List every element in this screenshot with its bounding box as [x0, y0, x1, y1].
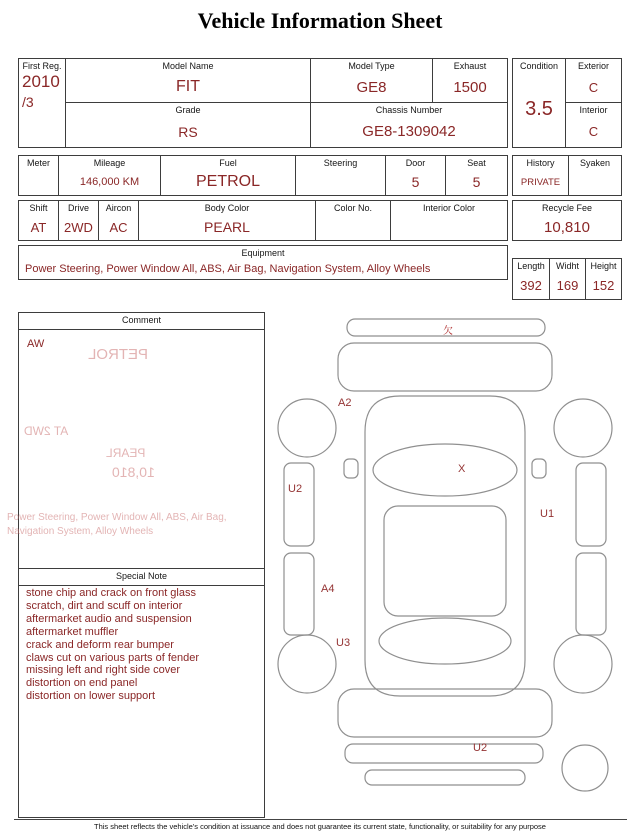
special-note-line: claws cut on various parts of fender — [26, 651, 200, 664]
damage-mark: X — [458, 463, 466, 475]
aircon-value: AC — [109, 219, 128, 235]
length-label: Length — [517, 261, 545, 271]
syaken-cell — [568, 155, 622, 196]
front-left-wheel — [278, 399, 336, 457]
right-front-door-panel — [576, 463, 606, 546]
special-note-header: Special Note — [19, 568, 264, 586]
grade-label: Grade — [175, 105, 201, 115]
ghost-text: Navigation System, Alloy Wheels — [7, 526, 154, 537]
ghost-text: Power Steering, Power Window All, ABS, Air Bag, — [7, 512, 227, 523]
mileage-cell — [58, 155, 161, 196]
color-no-label: Color No. — [333, 203, 372, 213]
body-color-value: PEARL — [204, 219, 250, 235]
fuel-label: Fuel — [219, 158, 237, 168]
chassis-number-cell — [310, 102, 508, 148]
special-note-list — [26, 587, 260, 703]
special-note-line: scratch, dirt and scuff on interior — [26, 599, 183, 612]
height-cell — [585, 258, 622, 300]
drive-cell — [58, 200, 99, 241]
car-diagram-svg — [268, 312, 636, 812]
special-note-line: aftermarket audio and suspension — [26, 612, 192, 625]
ghost-text: 10,810 — [112, 464, 155, 480]
special-note-line: missing left and right side cover — [26, 664, 181, 677]
width-value: 169 — [556, 278, 579, 293]
model-name-label: Model Name — [162, 61, 214, 71]
aircon-cell — [98, 200, 139, 241]
grade-value: RS — [178, 123, 198, 140]
height-value: 152 — [592, 278, 615, 293]
rear-window — [379, 618, 511, 664]
model-type-value: GE8 — [356, 78, 387, 96]
right-rear-door-panel — [576, 553, 606, 635]
length-value: 392 — [520, 278, 542, 293]
steering-cell — [295, 155, 386, 196]
page-title: Vehicle Information Sheet — [197, 8, 443, 33]
left-front-door-panel — [284, 463, 314, 546]
first-reg-value — [19, 72, 65, 147]
damage-mark: U2 — [288, 483, 303, 495]
special-note-line: distortion on end panel — [26, 677, 138, 690]
syaken-value — [569, 169, 621, 195]
width-cell — [549, 258, 586, 300]
first-reg-label: First Reg. — [22, 61, 62, 71]
ghost-text: PETROL — [88, 346, 149, 363]
roof-panel — [384, 506, 506, 616]
rear-right-wheel — [554, 635, 612, 693]
rear-lower-strip — [345, 744, 543, 763]
damage-mark-missing: 欠 — [443, 326, 453, 337]
condition-value: 3.5 — [525, 98, 553, 120]
mileage-label: Mileage — [93, 158, 126, 168]
footer-disclaimer: This sheet reflects the vehicle's condition at issuance and does not guarantee its current state, functionality, or suitability for any purpose — [94, 822, 546, 831]
equipment-value: Power Steering, Power Window All, ABS, Air Bag, Navigation System, Alloy Wheels — [25, 263, 431, 275]
exhaust-label: Exhaust — [453, 61, 487, 71]
damage-mark: A2 — [338, 397, 352, 409]
recycle-fee-value: 10,810 — [544, 218, 590, 236]
width-label: Widht — [555, 261, 579, 271]
history-cell — [512, 155, 569, 196]
damage-mark: U1 — [540, 508, 555, 520]
steering-value — [296, 169, 385, 195]
shift-value: AT — [30, 219, 47, 235]
length-cell — [512, 258, 550, 300]
exhaust-cell — [432, 58, 508, 103]
special-note-line: crack and deform rear bumper — [26, 638, 174, 651]
seat-label: Seat — [467, 158, 486, 168]
rear-sill-strip — [365, 770, 525, 785]
ghost-text: PEARL — [106, 446, 146, 460]
comment-header: Comment — [19, 313, 264, 330]
first-reg-cell — [18, 58, 66, 148]
right-mirror — [532, 459, 546, 478]
meter-cell — [18, 155, 59, 196]
exterior-value: C — [588, 79, 599, 95]
height-label: Height — [590, 261, 617, 271]
door-value: 5 — [411, 174, 420, 190]
chassis-number-label: Chassis Number — [375, 105, 443, 115]
grade-cell — [65, 102, 311, 148]
condition-cell — [512, 58, 566, 148]
interior-color-cell — [390, 200, 508, 241]
color-no-value — [316, 214, 390, 240]
damage-mark: A4 — [321, 583, 335, 595]
model-name-value: FIT — [176, 78, 200, 95]
comment-value: AW — [27, 338, 45, 350]
equipment-cell — [18, 245, 508, 280]
car-diagram — [268, 312, 636, 812]
comment-box — [18, 312, 265, 818]
left-rear-door-panel — [284, 553, 314, 635]
drive-value: 2WD — [64, 219, 93, 235]
first-reg-month: /3 — [22, 94, 34, 110]
car-body-outline — [365, 396, 525, 696]
shift-label: Shift — [29, 203, 48, 213]
interior-color-label: Interior Color — [422, 203, 476, 213]
meter-value — [19, 169, 58, 195]
seat-value: 5 — [472, 174, 481, 190]
exterior-cell — [565, 58, 622, 103]
body-color-cell — [138, 200, 316, 241]
spare-tire — [562, 745, 608, 791]
seat-cell — [445, 155, 508, 196]
damage-mark: U3 — [336, 637, 351, 649]
meter-label: Meter — [26, 158, 50, 168]
model-name-cell — [65, 58, 311, 103]
ghost-text: AT 2WD — [24, 424, 69, 438]
damage-mark: U2 — [473, 742, 488, 754]
interior-cell — [565, 102, 622, 148]
recycle-fee-label: Recycle Fee — [541, 203, 593, 213]
syaken-label: Syaken — [579, 158, 611, 168]
interior-color-value — [391, 214, 507, 240]
front-bumper — [338, 343, 552, 391]
exterior-label: Exterior — [577, 61, 609, 71]
door-cell — [385, 155, 446, 196]
fuel-value: PETROL — [195, 173, 260, 190]
drive-label: Drive — [67, 203, 89, 213]
interior-value: C — [588, 124, 599, 139]
model-type-cell — [310, 58, 433, 103]
interior-label: Interior — [579, 105, 608, 115]
mileage-value: 146,000 KM — [79, 176, 140, 188]
condition-label: Condition — [519, 61, 559, 71]
aircon-label: Aircon — [105, 203, 132, 213]
history-value: PRIVATE — [520, 176, 561, 188]
windshield — [373, 444, 517, 496]
fuel-cell — [160, 155, 296, 196]
history-label: History — [526, 158, 555, 168]
left-mirror — [344, 459, 358, 478]
color-no-cell — [315, 200, 391, 241]
chassis-number-value: GE8-1309042 — [362, 123, 456, 140]
door-label: Door — [405, 158, 426, 168]
footer-divider — [14, 819, 627, 820]
recycle-fee-cell — [512, 200, 622, 241]
body-color-label: Body Color — [204, 203, 250, 213]
steering-label: Steering — [323, 158, 358, 168]
rear-left-wheel — [278, 635, 336, 693]
special-note-line: stone chip and crack on front glass — [26, 587, 196, 599]
exhaust-value: 1500 — [453, 78, 487, 96]
model-type-label: Model Type — [348, 61, 395, 71]
first-reg-year: 2010 — [22, 72, 60, 91]
shift-cell — [18, 200, 59, 241]
special-note-line: distortion on lower support — [26, 690, 156, 703]
equipment-label: Equipment — [241, 248, 285, 258]
front-right-wheel — [554, 399, 612, 457]
special-note-line: aftermarket muffler — [26, 625, 119, 638]
